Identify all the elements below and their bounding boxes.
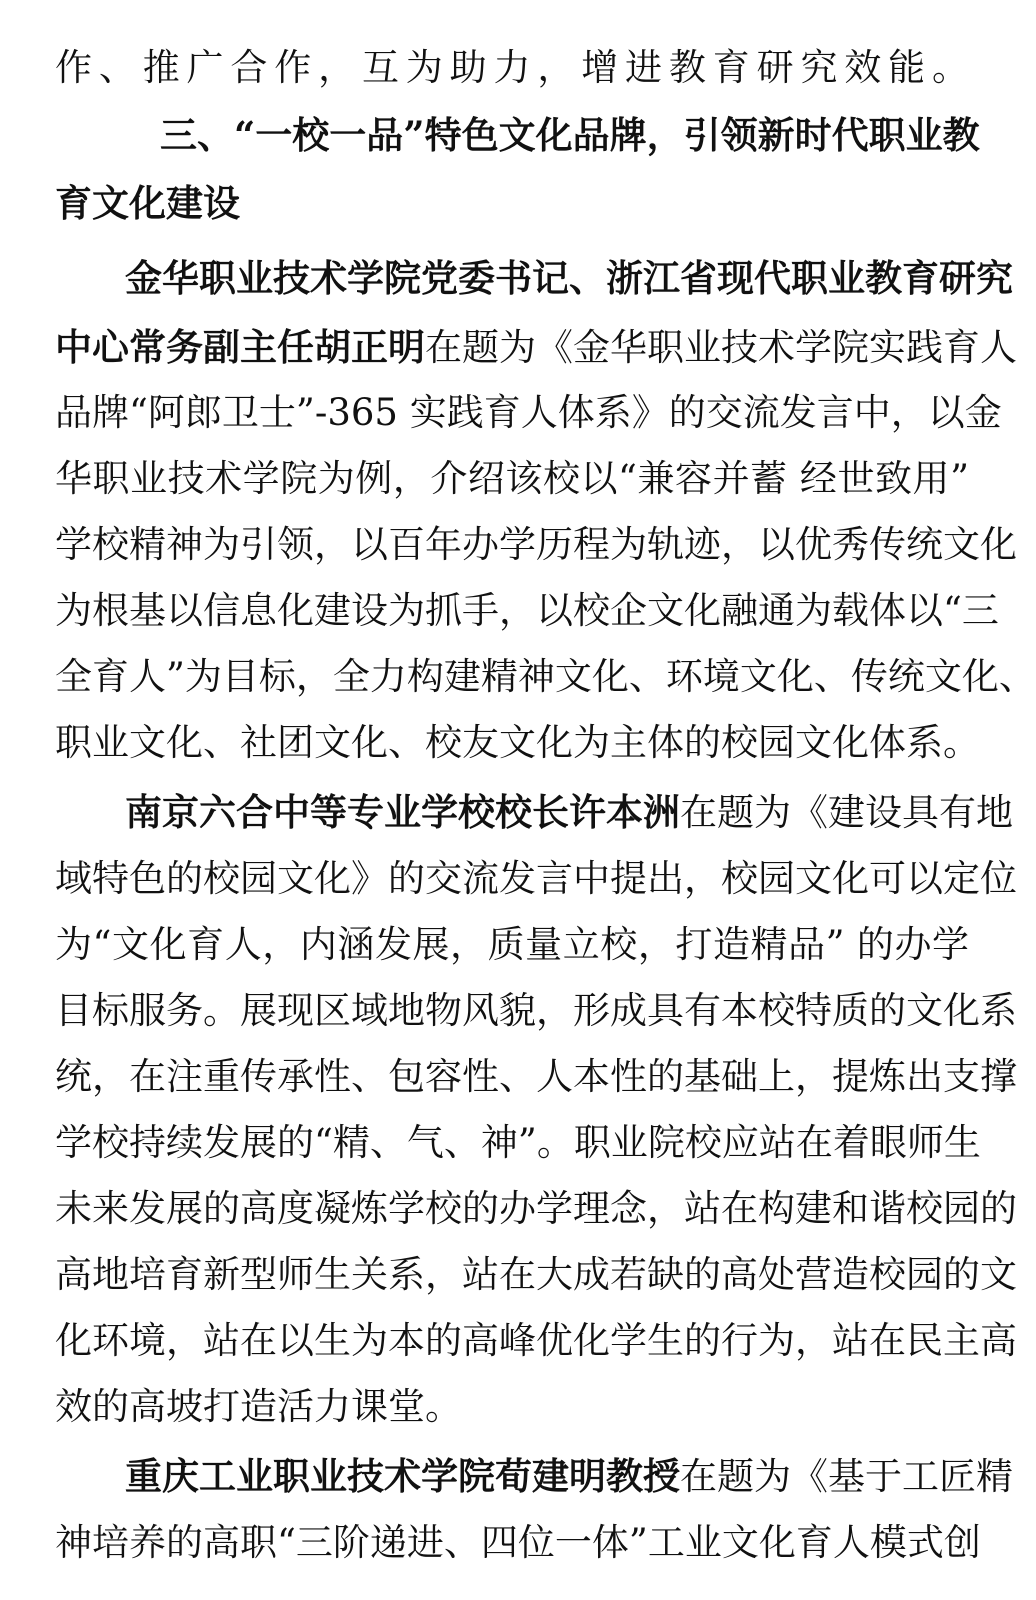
speaker-name: 重庆工业职业技术学院荀建明教授 (125, 1454, 680, 1498)
text-line: 域特色的校园文化》的交流发言中提出，校园文化可以定位 (55, 857, 1017, 900)
text-line: 神培养的高职“三阶递进、四位一体”工业文化育人模式创 (55, 1521, 981, 1564)
text-line: 统，在注重传承性、包容性、人本性的基础上，提炼出支撑 (55, 1055, 1017, 1098)
text-run: 在题为《基于工匠精 (680, 1455, 1013, 1498)
text-run: 在题为《建设具有地 (680, 791, 1013, 834)
speaker-name: 南京六合中等专业学校校长许本洲 (125, 790, 680, 834)
text-line: 全育人”为目标，全力构建精神文化、环境文化、传统文化、 (55, 655, 1036, 698)
text-line: 学校精神为引领，以百年办学历程为轨迹，以优秀传统文化 (55, 523, 1017, 566)
text-line: 职业文化、社团文化、校友文化为主体的校园文化体系。 (55, 721, 980, 764)
text-line (125, 1446, 1013, 1506)
section-heading-line-1: 三、“一校一品”特色文化品牌，引领新时代职业教 (160, 113, 980, 157)
text-run: 在题为《金华职业技术学院实践育人 (425, 326, 1017, 369)
text-line: 作、推广合作，互为助力，增进教育研究效能。 (55, 46, 969, 89)
section-heading-line-2: 育文化建设 (55, 181, 240, 225)
text-line: 化环境，站在以生为本的高峰优化学生的行为，站在民主高 (55, 1319, 1017, 1362)
speaker-name: 中心常务副主任胡正明 (55, 325, 425, 369)
text-line: 品牌“阿郎卫士”-365 实践育人体系》的交流发言中，以金 (55, 391, 1002, 434)
text-line: 为根基以信息化建设为抓手，以校企文化融通为载体以“三 (55, 589, 999, 632)
text-line: 为“文化育人，内涵发展，质量立校，打造精品” 的办学 (55, 923, 969, 966)
text-line: 未来发展的高度凝炼学校的办学理念，站在构建和谐校园的 (55, 1187, 1017, 1230)
text-line: 华职业技术学院为例，介绍该校以“兼容并蓄 经世致用” (55, 457, 969, 500)
text-line (125, 782, 1013, 842)
paragraph-1-speaker: 金华职业技术学院党委书记、浙江省现代职业教育研究 (125, 256, 1013, 300)
text-line: 目标服务。展现区域地物风貌，形成具有本校特质的文化系 (55, 989, 1017, 1032)
text-line (55, 317, 1017, 377)
text-line: 学校持续发展的“精、气、神”。职业院校应站在着眼师生 (55, 1121, 981, 1164)
text-line: 高地培育新型师生关系，站在大成若缺的高处营造校园的文 (55, 1253, 1017, 1296)
text-line: 效的高坡打造活力课堂。 (55, 1385, 462, 1428)
